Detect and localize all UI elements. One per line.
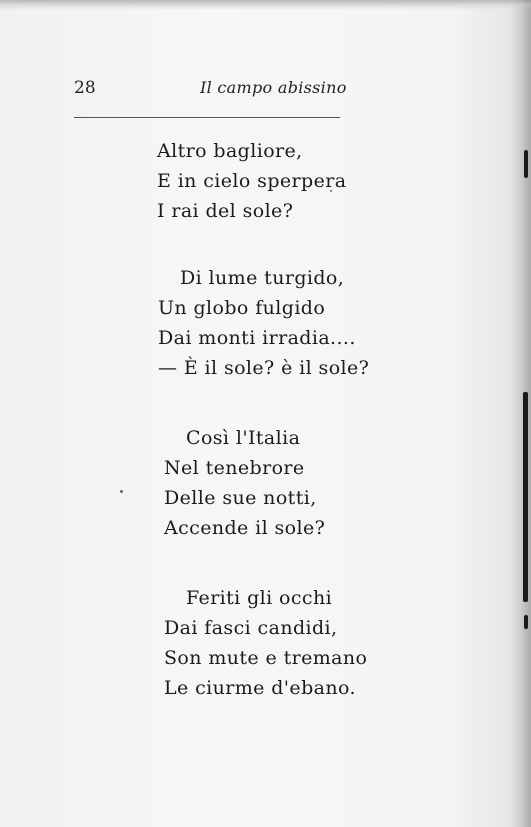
poem-line: Dai monti irradia.... bbox=[158, 327, 356, 349]
poem-line: Feriti gli occhi bbox=[186, 587, 333, 609]
poem-line: Di lume turgido, bbox=[180, 267, 345, 289]
poem-line: Accende il sole? bbox=[164, 517, 326, 539]
poem-line: Delle sue notti, bbox=[164, 487, 317, 509]
poem-line: E in cielo sperpera bbox=[157, 170, 347, 192]
poem-line: Le ciurme d'ebano. bbox=[164, 677, 356, 699]
page-header bbox=[74, 76, 347, 106]
poem-line: — È il sole? è il sole? bbox=[158, 357, 370, 379]
poem-line: Son mute e tremano bbox=[164, 647, 368, 669]
stanza-2 bbox=[158, 263, 369, 383]
running-title: Il campo abissino bbox=[200, 78, 347, 97]
poem-line: I rai del sole? bbox=[157, 200, 294, 222]
header-rule bbox=[74, 117, 340, 118]
edge-mark bbox=[524, 150, 528, 178]
poem-line: Nel tenebrore bbox=[164, 457, 305, 479]
poem-line: Dai fasci candidi, bbox=[164, 617, 338, 639]
stanza-4 bbox=[164, 583, 367, 703]
page-top-edge bbox=[0, 0, 531, 10]
poem-line: Altro bagliore, bbox=[157, 140, 303, 162]
poem-line: Un globo fulgido bbox=[158, 297, 326, 319]
stanza-1 bbox=[157, 136, 346, 226]
stanza-3 bbox=[164, 423, 325, 543]
edge-mark bbox=[524, 615, 528, 629]
poem-line: Così l'Italia bbox=[186, 427, 301, 449]
page-number: 28 bbox=[74, 78, 96, 98]
edge-mark bbox=[523, 392, 528, 602]
paper-speck bbox=[120, 490, 123, 493]
